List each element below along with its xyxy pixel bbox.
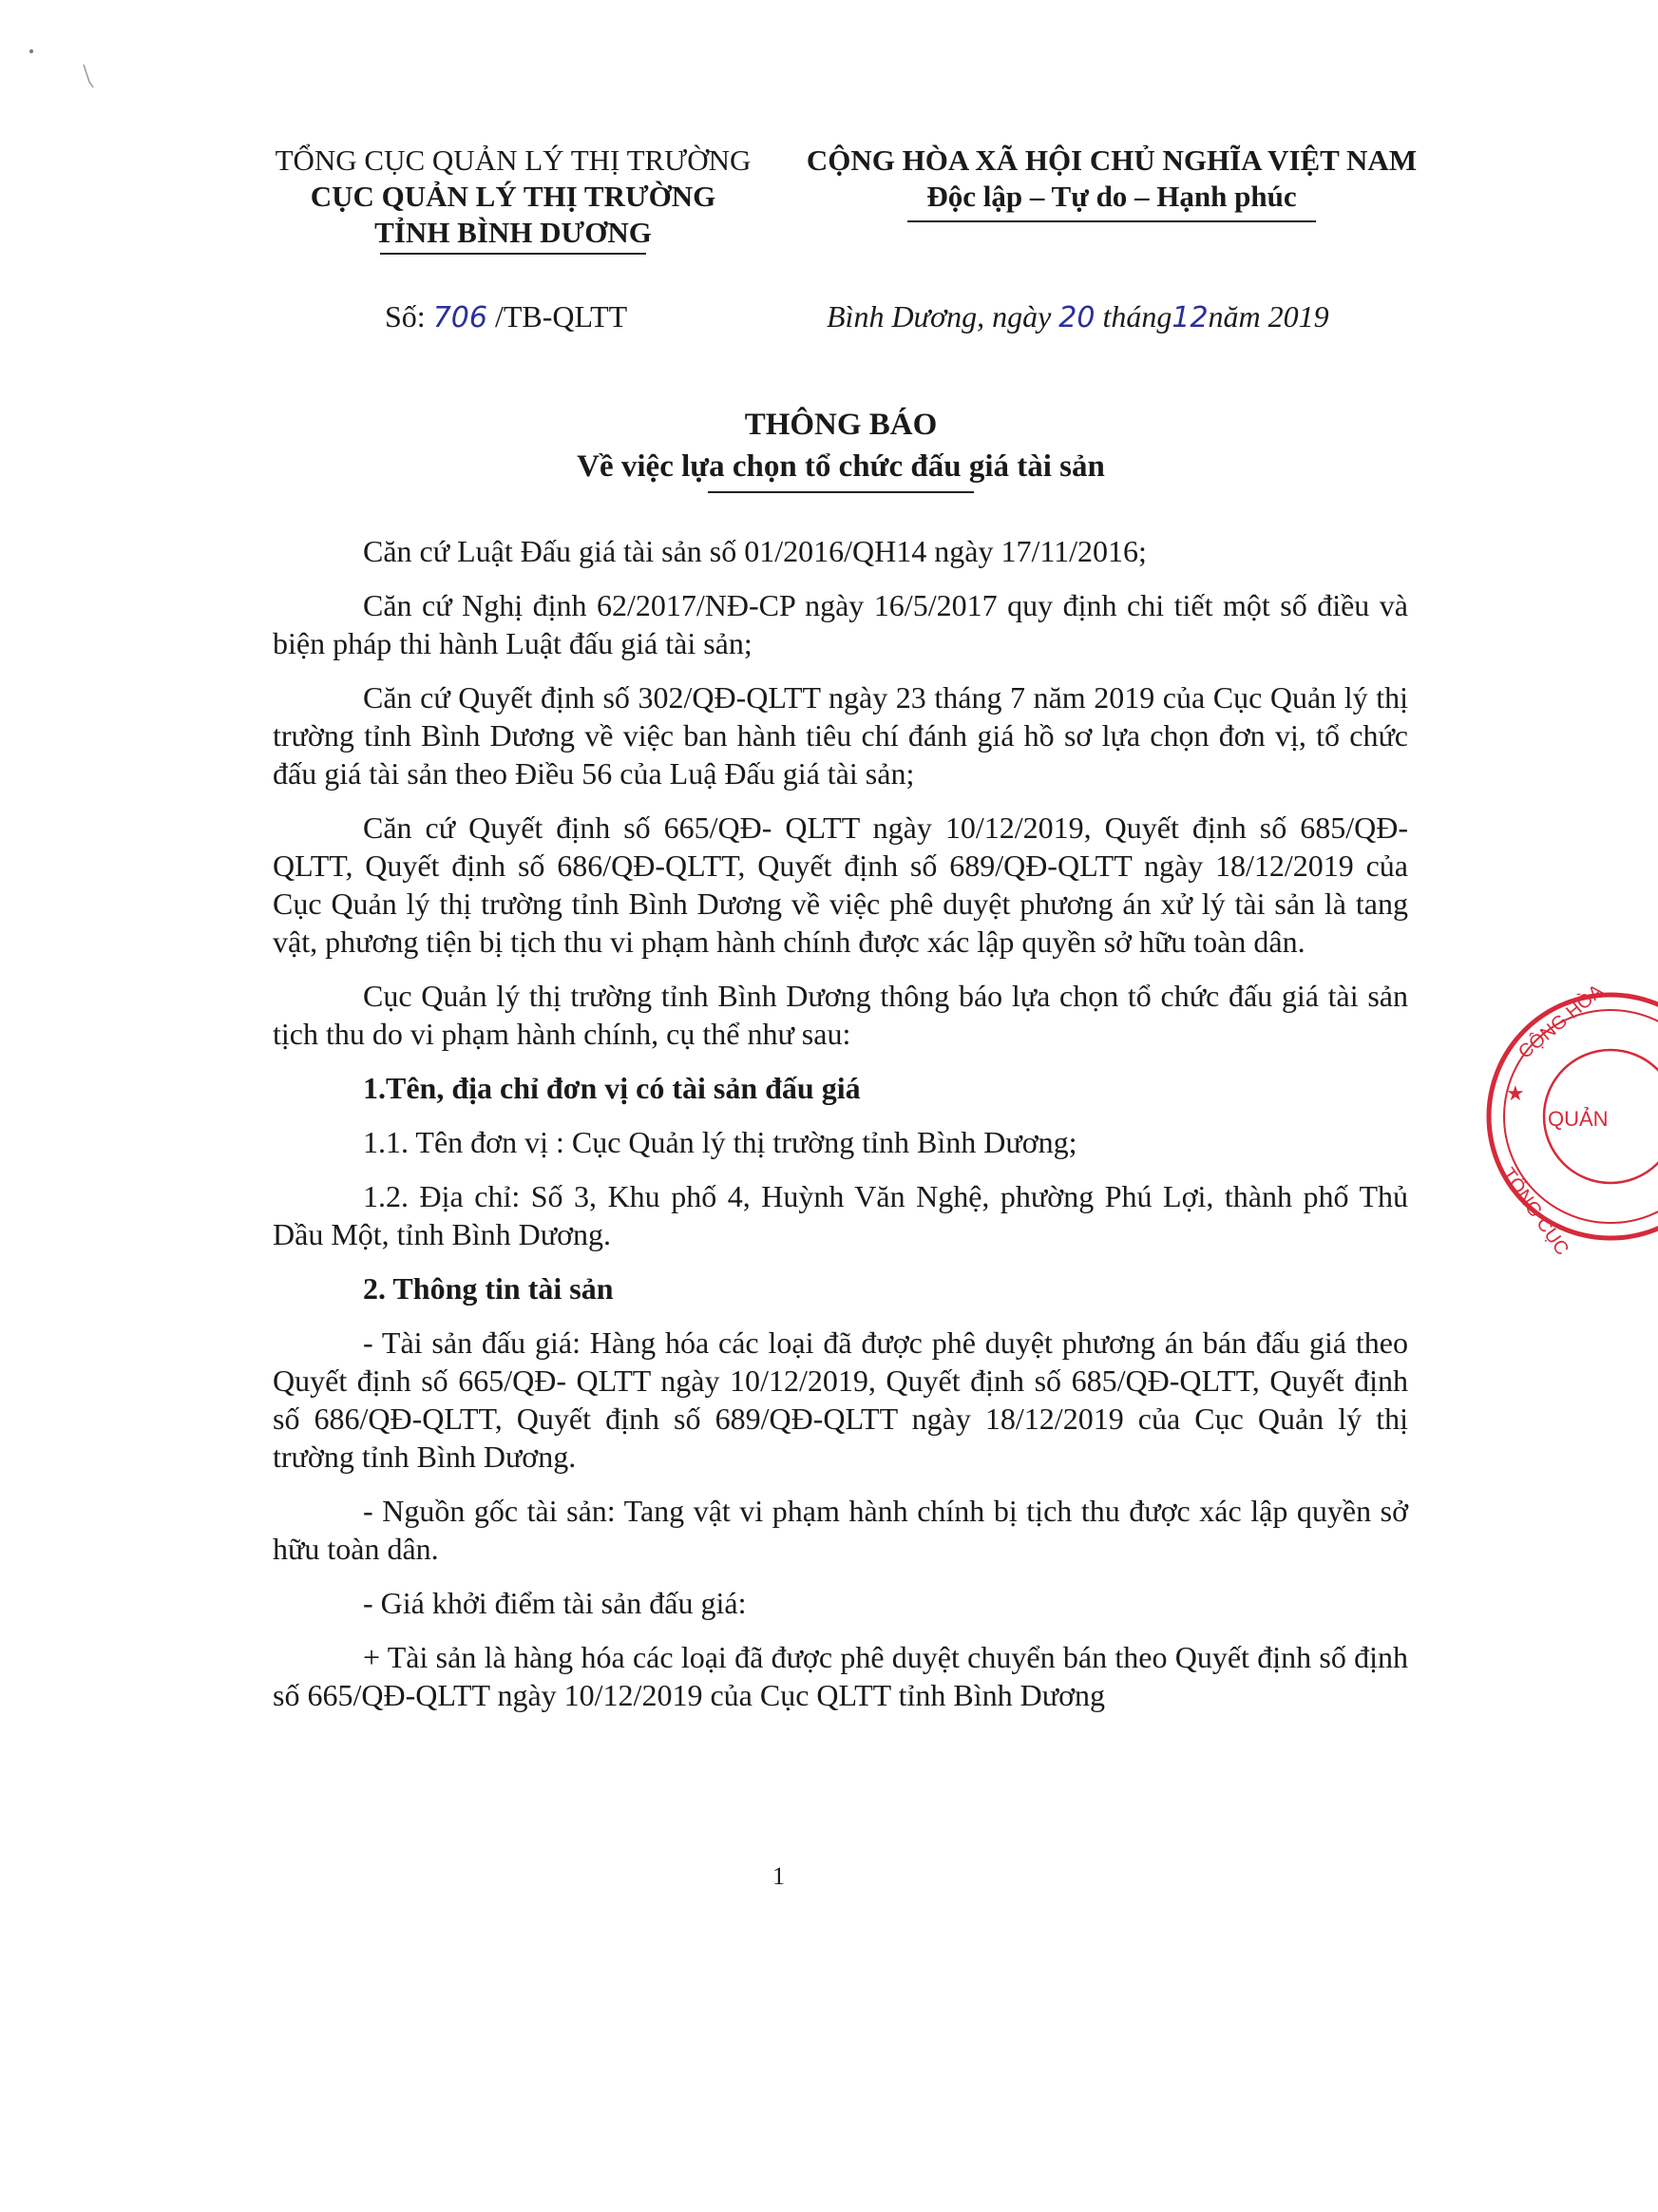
place-date-prefix: Bình Dương, ngày bbox=[827, 299, 1052, 334]
date-month-label: tháng bbox=[1102, 299, 1172, 334]
legal-basis-paragraph: Căn cứ Luật Đấu giá tài sản số 01/2016/QH14 ngày 17/11/2016; bbox=[363, 534, 1147, 568]
section-1-item: 1.2. Địa chỉ: Số 3, Khu phố 4, Huỳnh Văn Nghệ, phường Phú Lợi, thành phố Thủ Dầu Một, tỉnh Bình Dương. bbox=[273, 1179, 1408, 1251]
legal-basis-paragraph: Căn cứ Quyết định số 302/QĐ-QLTT ngày 23 tháng 7 năm 2019 của Cục Quản lý thị trường tỉnh Bình Dương về việc ban hành tiêu chí đánh giá hồ sơ lựa chọn đơn vị, tổ chức đấu giá tài sản theo Điều 56 của Luậ Đấu giá tài sản; bbox=[273, 680, 1408, 791]
doc-number-handwritten: 706 bbox=[432, 301, 487, 334]
agency-parent-name: TỔNG CỤC QUẢN LÝ THỊ TRƯỜNG bbox=[275, 143, 752, 177]
section-2-price-label: - Giá khởi điểm tài sản đấu giá: bbox=[363, 1586, 747, 1620]
svg-text:CỘNG HÒA: CỘNG HÒA bbox=[1515, 980, 1608, 1063]
date-year: năm 2019 bbox=[1208, 299, 1329, 334]
date-month-handwritten: 12 bbox=[1172, 301, 1209, 334]
legal-basis-paragraph: Căn cứ Nghị định 62/2017/NĐ-CP ngày 16/5/2017 quy định chi tiết một số điều và biện pháp thi hành Luật đấu giá tài sản; bbox=[273, 588, 1408, 660]
section-2-origin: - Nguồn gốc tài sản: Tang vật vi phạm hành chính bị tịch thu được xác lập quyền sở hữu toàn dân. bbox=[273, 1494, 1408, 1566]
legal-basis-paragraph: Căn cứ Quyết định số 665/QĐ- QLTT ngày 10/12/2019, Quyết định số 685/QĐ-QLTT, Quyết định số 686/QĐ-QLTT, Quyết định số 689/QĐ-QLTT ngày 18/12/2019 của Cục Quản lý thị trường tỉnh Bình Dương về việc phê duyệt phương án xử lý tài sản là tang vật, phương tiện bị tịch thu vi phạm hành chính được xác lập quyền sở hữu toàn dân. bbox=[273, 810, 1408, 959]
document-number bbox=[385, 299, 627, 334]
issuing-agency-header bbox=[238, 143, 789, 255]
section-2-heading: 2. Thông tin tài sản bbox=[363, 1271, 614, 1306]
national-motto-header bbox=[789, 143, 1435, 222]
section-2-asset: - Tài sản đấu giá: Hàng hóa các loại đã được phê duyệt phương án bán đấu giá theo Quyết định số 665/QĐ- QLTT ngày 10/12/2019, Quyết định số 685/QĐ-QLTT, Quyết định số 686/QĐ-QLTT, Quyết định số 689/QĐ-QLTT ngày 18/12/2019 của Cục Quản lý thị trường tỉnh Bình Dương. bbox=[273, 1325, 1408, 1474]
title-subject: Về việc lựa chọn tổ chức đấu giá tài sản bbox=[577, 449, 1105, 484]
agency-province: TỈNH BÌNH DƯƠNG bbox=[374, 216, 652, 249]
svg-text:QUẢN: QUẢN bbox=[1548, 1107, 1609, 1131]
document-body bbox=[273, 532, 1408, 1730]
title-underline bbox=[708, 491, 974, 493]
doc-number-prefix: Số: bbox=[385, 299, 426, 334]
date-day-handwritten: 20 bbox=[1058, 301, 1096, 334]
page-number: 1 bbox=[772, 1862, 785, 1890]
document-title bbox=[266, 404, 1416, 493]
scan-mark bbox=[27, 46, 122, 103]
section-2-price-item: + Tài sản là hàng hóa các loại đã được phê duyệt chuyển bán theo Quyết định số định số 665/QĐ-QLTT ngày 10/12/2019 của Cục QLTT tỉnh Bình Dương bbox=[273, 1640, 1408, 1712]
agency-name: CỤC QUẢN LÝ THỊ TRƯỜNG bbox=[310, 180, 716, 213]
section-1-heading: 1.Tên, địa chỉ đơn vị có tài sản đấu giá bbox=[363, 1071, 861, 1105]
svg-text:★: ★ bbox=[1506, 1081, 1525, 1105]
national-title: CỘNG HÒA XÃ HỘI CHỦ NGHĨA VIỆT NAM bbox=[806, 143, 1418, 177]
svg-text:TỔNG CỤC: TỔNG CỤC bbox=[1496, 1164, 1573, 1260]
official-stamp bbox=[1468, 980, 1658, 1260]
motto-underline bbox=[907, 220, 1316, 222]
doc-number-suffix: /TB-QLTT bbox=[494, 299, 628, 334]
place-date bbox=[827, 299, 1329, 334]
title-main: THÔNG BÁO bbox=[744, 408, 938, 442]
agency-underline bbox=[380, 253, 646, 255]
national-motto: Độc lập – Tự do – Hạnh phúc bbox=[926, 180, 1297, 213]
section-1-item: 1.1. Tên đơn vị : Cục Quản lý thị trường tỉnh Bình Dương; bbox=[363, 1125, 1077, 1159]
announcement-intro: Cục Quản lý thị trường tỉnh Bình Dương thông báo lựa chọn tổ chức đấu giá tài sản tịch thu do vi phạm hành chính, cụ thể như sau: bbox=[273, 979, 1408, 1051]
